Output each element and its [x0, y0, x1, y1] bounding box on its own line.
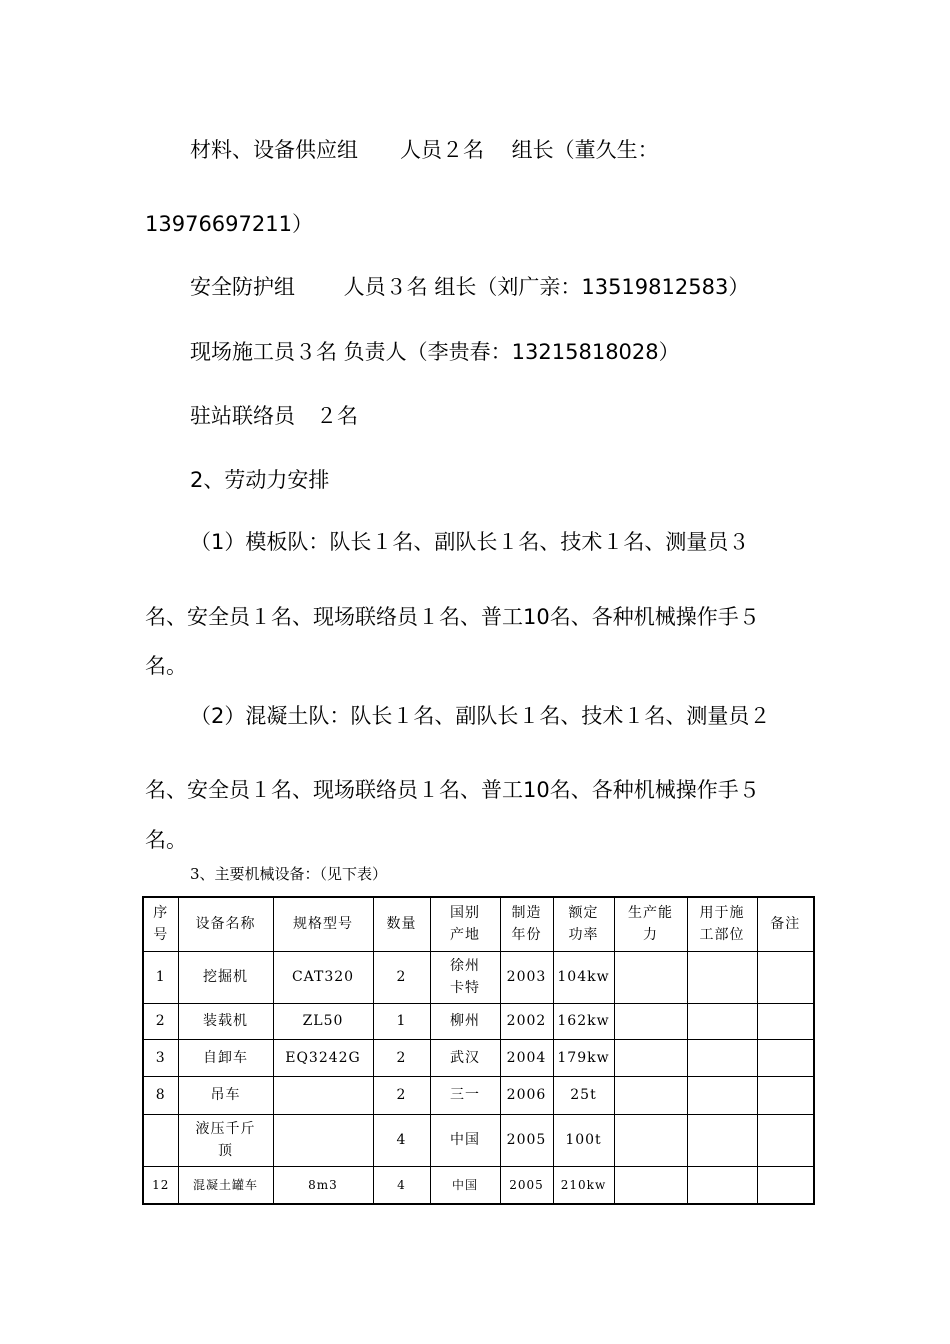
para-supply-group-phone: 13976697211）	[145, 212, 313, 236]
para-supply-group: 材料、设备供应组 人员２名 组长（董久生：	[190, 138, 659, 162]
heading-labor-arrangement: 2、劳动力安排	[190, 468, 330, 492]
heading-main-equipment: 3、主要机械设备：（见下表）	[190, 865, 388, 883]
cell-year: 2002	[500, 1003, 553, 1039]
header-power: 额定 功率	[553, 897, 614, 951]
cell-no: 1	[143, 951, 178, 1003]
cell-no: 3	[143, 1039, 178, 1076]
cell-capacity	[614, 1076, 687, 1114]
header-name: 设备名称	[178, 897, 273, 951]
cell-part	[687, 1166, 757, 1204]
cell-origin: 中国	[430, 1114, 500, 1166]
para-concrete-team-1: （2）混凝土队：队长１名、副队长１名、技术１名、测量员２	[190, 704, 771, 728]
header-no: 序 号	[143, 897, 178, 951]
cell-model: 8m3	[273, 1166, 373, 1204]
cell-qty: 2	[373, 951, 430, 1003]
cell-power: 179kw	[553, 1039, 614, 1076]
table-row	[143, 1003, 814, 1039]
cell-model	[273, 1114, 373, 1166]
equipment-table	[142, 896, 815, 1205]
cell-power: 162kw	[553, 1003, 614, 1039]
header-model: 规格型号	[273, 897, 373, 951]
cell-year: 2003	[500, 951, 553, 1003]
cell-capacity	[614, 1003, 687, 1039]
cell-no	[143, 1114, 178, 1166]
header-part: 用于施 工部位	[687, 897, 757, 951]
para-formwork-team-2: 名、安全员１名、现场联络员１名、普工10名、各种机械操作手５	[145, 605, 760, 629]
cell-model	[273, 1076, 373, 1114]
cell-year: 2005	[500, 1166, 553, 1204]
cell-note	[757, 1039, 814, 1076]
cell-note	[757, 951, 814, 1003]
cell-name: 液压千斤 顶	[178, 1114, 273, 1166]
cell-model: EQ3242G	[273, 1039, 373, 1076]
cell-origin: 中国	[430, 1166, 500, 1204]
cell-qty: 4	[373, 1166, 430, 1204]
cell-name: 自卸车	[178, 1039, 273, 1076]
table-row	[143, 1076, 814, 1114]
cell-origin: 徐州 卡特	[430, 951, 500, 1003]
cell-note	[757, 1076, 814, 1114]
header-capacity: 生产能 力	[614, 897, 687, 951]
para-formwork-team-3: 名。	[145, 654, 187, 678]
cell-capacity	[614, 1039, 687, 1076]
cell-capacity	[614, 1114, 687, 1166]
para-formwork-team-1: （1）模板队：队长１名、副队长１名、技术１名、测量员３	[190, 530, 750, 554]
header-note: 备注	[757, 897, 814, 951]
cell-part	[687, 951, 757, 1003]
cell-note	[757, 1003, 814, 1039]
table-row	[143, 951, 814, 1003]
cell-part	[687, 1076, 757, 1114]
cell-power: 210kw	[553, 1166, 614, 1204]
cell-power: 104kw	[553, 951, 614, 1003]
table-header-row	[143, 897, 814, 951]
cell-name: 装载机	[178, 1003, 273, 1039]
cell-power: 25t	[553, 1076, 614, 1114]
cell-origin: 三一	[430, 1076, 500, 1114]
cell-part	[687, 1114, 757, 1166]
cell-name: 吊车	[178, 1076, 273, 1114]
cell-model: CAT320	[273, 951, 373, 1003]
cell-origin: 柳州	[430, 1003, 500, 1039]
cell-part	[687, 1039, 757, 1076]
cell-power: 100t	[553, 1114, 614, 1166]
para-site-staff: 现场施工员３名 负责人（李贵春：13215818028）	[190, 340, 680, 364]
header-year: 制造 年份	[500, 897, 553, 951]
cell-model: ZL50	[273, 1003, 373, 1039]
cell-name: 混凝土罐车	[178, 1166, 273, 1204]
header-origin: 国别 产地	[430, 897, 500, 951]
para-safety-group: 安全防护组 人员３名 组长（刘广亲：13519812583）	[190, 275, 750, 299]
cell-year: 2006	[500, 1076, 553, 1114]
cell-qty: 2	[373, 1039, 430, 1076]
cell-note	[757, 1166, 814, 1204]
table-row	[143, 1114, 814, 1166]
cell-qty: 4	[373, 1114, 430, 1166]
table-row	[143, 1166, 814, 1204]
cell-year: 2004	[500, 1039, 553, 1076]
cell-qty: 1	[373, 1003, 430, 1039]
para-concrete-team-2: 名、安全员１名、现场联络员１名、普工10名、各种机械操作手５	[145, 778, 760, 802]
header-qty: 数量	[373, 897, 430, 951]
cell-no: 12	[143, 1166, 178, 1204]
cell-no: 2	[143, 1003, 178, 1039]
cell-part	[687, 1003, 757, 1039]
table-row	[143, 1039, 814, 1076]
cell-no: 8	[143, 1076, 178, 1114]
cell-year: 2005	[500, 1114, 553, 1166]
cell-capacity	[614, 1166, 687, 1204]
cell-note	[757, 1114, 814, 1166]
para-concrete-team-3: 名。	[145, 828, 187, 852]
para-station-liaison: 驻站联络员 ２名	[190, 404, 358, 428]
cell-qty: 2	[373, 1076, 430, 1114]
cell-capacity	[614, 951, 687, 1003]
cell-name: 挖掘机	[178, 951, 273, 1003]
cell-origin: 武汉	[430, 1039, 500, 1076]
